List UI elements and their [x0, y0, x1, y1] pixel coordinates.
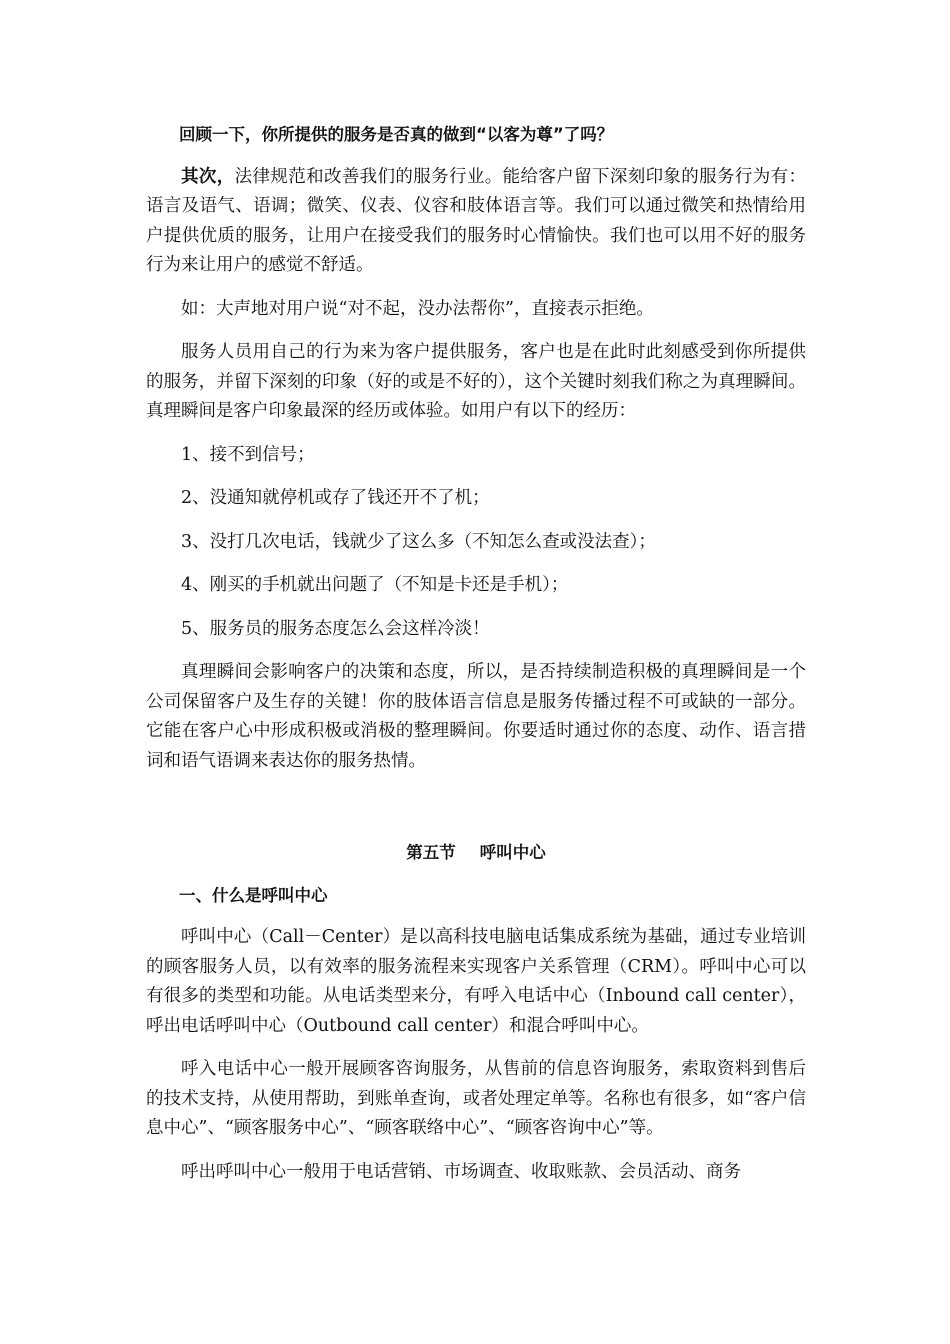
call-center-paragraph-2: 呼入电话中心一般开展顾客咨询服务，从售前的信息咨询服务，索取资料到售后的技术支持，从使用帮助，到账单查询，或者处理定单等。名称也有很多，如“客户信息中心”、“顾客服务中心”、“顾客联络中心”、“顾客咨询中心”等。: [146, 1059, 806, 1138]
example-line: 如：大声地对用户说“对不起，没办法帮你”，直接表示拒绝。: [181, 298, 654, 319]
experience-item: 3、没打几次电话，钱就少了这么多（不知怎么查或没法查）；: [181, 531, 656, 552]
second-point-text: 法律规范和改善我们的服务行业。能给客户留下深刻印象的服务行为有：语言及语气、语调；微笑、仪表、仪容和肢体语言等。我们可以通过微笑和热情给用户提供优质的服务，让用户在接受我们的服务时心情愉快。我们也可以用不好的服务行为来让用户的感觉不舒适。: [146, 166, 807, 275]
section-title: 呼叫中心: [479, 843, 546, 862]
subheading: 一、什么是呼叫中心: [179, 885, 328, 905]
experience-item: 5、服务员的服务态度怎么会这样冷淡！: [181, 618, 490, 639]
call-center-paragraph-3: 呼出呼叫中心一般用于电话营销、市场调查、收取账款、会员活动、商务: [181, 1161, 741, 1182]
section-heading: [146, 838, 806, 868]
moment-of-truth-paragraph: 服务人员用自己的行为来为客户提供服务，客户也是在此时此刻感受到你所提供的服务，并留下深刻的印象（好的或是不好的），这个关键时刻我们称之为真理瞬间。真理瞬间是客户印象最深的经历或体验。如用户有以下的经历：: [146, 342, 806, 421]
conclusion-paragraph: 真理瞬间会影响客户的决策和态度，所以，是否持续制造积极的真理瞬间是一个公司保留客户及生存的关键！你的肢体语言信息是服务传播过程不可或缺的一部分。它能在客户心中形成积极或消极的整理瞬间。你要适时通过你的态度、动作、语言措词和语气语调来表达你的服务热情。: [146, 662, 806, 771]
section-number: 第五节: [406, 843, 456, 862]
experience-item: 2、没通知就停机或存了钱还开不了机；: [181, 488, 490, 508]
review-question: 回顾一下，你所提供的服务是否真的做到“以客为尊”了吗？: [179, 125, 614, 144]
experience-item: 4、刚买的手机就出问题了（不知是卡还是手机）；: [181, 575, 569, 595]
second-point-paragraph: [146, 163, 806, 281]
document-page: [146, 120, 806, 1187]
call-center-paragraph-1: 呼叫中心（Call－Center）是以高科技电脑电话集成系统为基础，通过专业培训的顾客服务人员，以有效率的服务流程来实现客户关系管理（CRM）。呼叫中心可以有很多的类型和功能。从电话类型来分，有呼入电话中心（Inbound call center），呼出电话呼叫中心（Outbound call center）和混合呼叫中心。: [146, 927, 806, 1036]
experience-item: 1、接不到信号；: [181, 444, 315, 465]
second-point-lead: 其次，: [181, 166, 235, 187]
